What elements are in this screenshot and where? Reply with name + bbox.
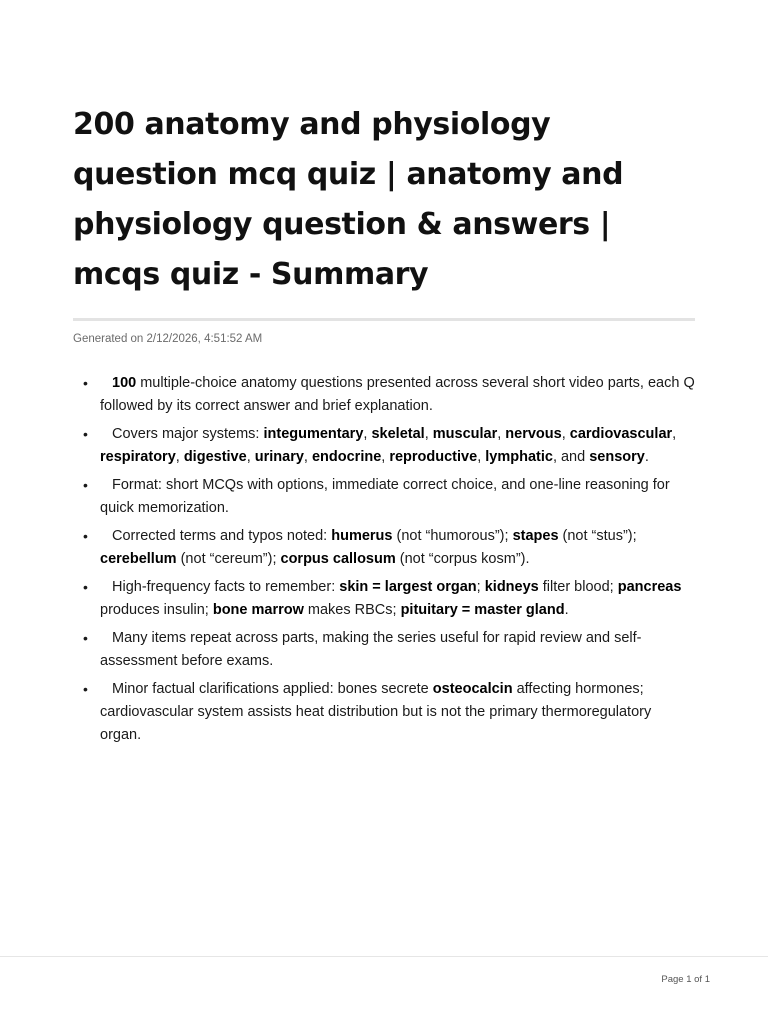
bold-term: corpus callosum [280, 551, 396, 567]
summary-bullet-item [73, 627, 695, 673]
bold-term: lymphatic [485, 449, 553, 465]
bold-term: reproductive [389, 449, 478, 465]
bullet-text: . [644, 449, 649, 465]
document-title: 200 anatomy and physiology question mcq quiz | anatomy and physiology question & answers | mcqs quiz - Summary [73, 107, 624, 292]
bullet-text: Format: short MCQs with options, immediate correct choice, and one-line reasoning for quick memorization. [100, 477, 670, 516]
bold-term: integumentary [263, 426, 364, 442]
bold-term: humerus [331, 528, 393, 544]
bold-term: cardiovascular [569, 426, 673, 442]
bullet-dot-icon: • [83, 579, 88, 595]
bullet-dot-icon: • [83, 528, 88, 544]
bullet-text: , [363, 426, 372, 442]
bold-term: digestive [183, 449, 247, 465]
bold-term: pituitary = master gland [400, 602, 565, 618]
summary-bullet-item [73, 372, 695, 418]
bullet-text: Corrected terms and typos noted: [112, 528, 332, 544]
bold-term: cerebellum [100, 551, 177, 567]
bullet-text: filter blood; [538, 579, 618, 595]
bullet-text: affecting hormones; cardiovascular system assists heat distribution but is not the primary thermoregulatory organ. [100, 681, 652, 743]
bold-term: endocrine [311, 449, 382, 465]
summary-bullet-item [73, 678, 695, 747]
summary-bullet-list [73, 372, 695, 747]
bullet-text: , [424, 426, 433, 442]
bullet-text: (not “humorous”); [392, 528, 513, 544]
bold-term: stapes [512, 528, 559, 544]
bullet-text: High-frequency facts to remember: [112, 579, 340, 595]
footer-divider [0, 956, 768, 957]
title-divider [73, 318, 695, 321]
bullet-text: (not “cereum”); [176, 551, 281, 567]
bullet-text: , [477, 449, 486, 465]
bullet-text: Covers major systems: [112, 426, 264, 442]
bullet-text: , and [552, 449, 590, 465]
bullet-text: (not “stus”); [558, 528, 637, 544]
bullet-text: , [497, 426, 506, 442]
document-page [73, 100, 695, 752]
bullet-text: ; [476, 579, 485, 595]
page-number: Page 1 of 1 [661, 974, 710, 985]
summary-bullet-item [73, 525, 695, 571]
bullet-text: makes RBCs; [303, 602, 401, 618]
bold-term: nervous [505, 426, 562, 442]
bullet-text: produces insulin; [100, 602, 213, 618]
bullet-dot-icon: • [83, 681, 88, 697]
bullet-dot-icon: • [83, 630, 88, 646]
bold-term: skeletal [371, 426, 425, 442]
bold-term: bone marrow [212, 602, 304, 618]
summary-bullet-item [73, 423, 695, 469]
summary-bullet-item [73, 474, 695, 520]
bullet-text: multiple-choice anatomy questions presented across several short video parts, each Q followed by its correct answer and brief explanation. [100, 375, 695, 414]
bullet-text: . [564, 602, 569, 618]
summary-bullet-item [73, 576, 695, 622]
bold-term: muscular [432, 426, 498, 442]
bullet-text: , [303, 449, 312, 465]
bold-term: skin = largest organ [339, 579, 477, 595]
bullet-text: , [381, 449, 390, 465]
bold-term: sensory [589, 449, 645, 465]
bullet-dot-icon: • [83, 477, 88, 493]
bullet-text: Many items repeat across parts, making the series useful for rapid review and self-assessment before exams. [100, 630, 642, 669]
bold-term: pancreas [617, 579, 682, 595]
bullet-text: Minor factual clarifications applied: bones secrete [112, 681, 433, 697]
bold-term: respiratory [100, 449, 176, 465]
bullet-dot-icon: • [83, 375, 88, 391]
bullet-text: , [246, 449, 255, 465]
bullet-text: (not “corpus kosm”). [395, 551, 530, 567]
bold-term: urinary [254, 449, 304, 465]
bullet-text: , [672, 426, 677, 442]
bold-term: kidneys [484, 579, 539, 595]
bold-term: 100 [112, 375, 137, 391]
bullet-text: , [561, 426, 570, 442]
bullet-dot-icon: • [83, 426, 88, 442]
bullet-text: , [175, 449, 184, 465]
generated-timestamp: Generated on 2/12/2026, 4:51:52 AM [73, 333, 263, 345]
bold-term: osteocalcin [432, 681, 513, 697]
